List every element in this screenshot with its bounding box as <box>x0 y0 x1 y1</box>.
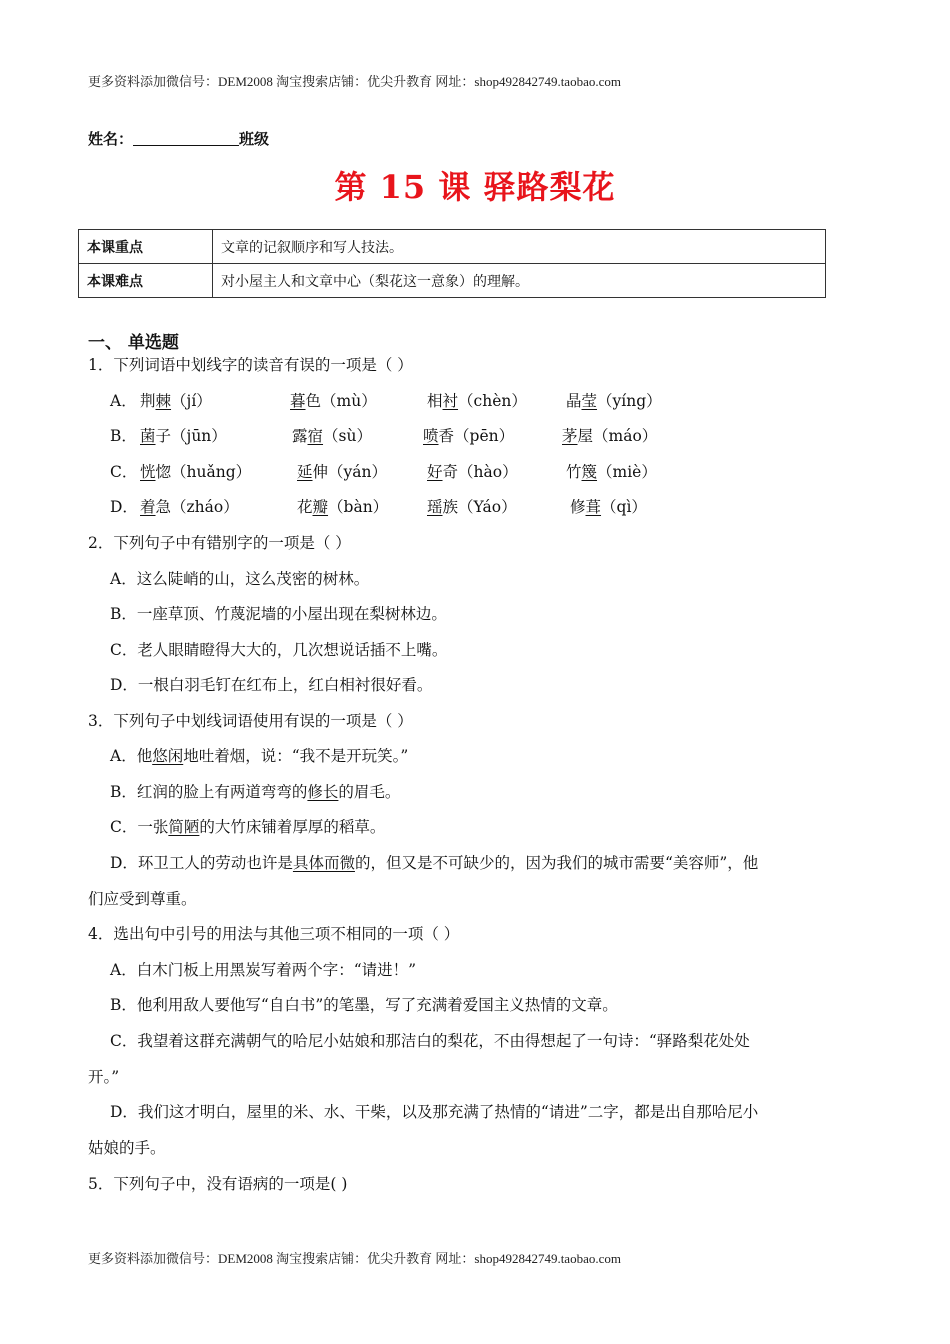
question-2-option-d: D．一根白羽毛钉在红布上，红白相衬很好看。 <box>110 676 433 694</box>
question-4-option-b: B．他利用敌人要他写“自白书”的笔墨，写了充满着爱国主义热情的文章。 <box>110 996 618 1014</box>
page-footer: 更多资料添加微信号：DEM2008 淘宝搜索店铺：优尖升教育 网址：shop492842749.taobao.com <box>88 1251 621 1266</box>
question-2-stem: 2．下列句子中有错别字的一项是（ ） <box>88 534 351 552</box>
option-item: 相衬（chèn） <box>427 392 527 410</box>
section-title: 一、 单选题 <box>88 333 179 353</box>
key-points-table <box>78 229 826 298</box>
option-item: 竹篾（miè） <box>566 463 657 481</box>
name-class-line <box>88 128 269 149</box>
page-header: 更多资料添加微信号：DEM2008 淘宝搜索店铺：优尖升教育 网址：shop492842749.taobao.com <box>88 74 621 89</box>
table-row <box>79 264 826 298</box>
question-3-option-b: B．红润的脸上有两道弯弯的修长的眉毛。 <box>110 783 401 801</box>
option-item: 延伸（yán） <box>297 463 387 481</box>
option-label: B． <box>110 427 137 445</box>
key-point-label: 本课重点 <box>79 230 213 264</box>
difficulty-value: 对小屋主人和文章中心（梨花这一意象）的理解。 <box>213 264 826 298</box>
option-item: 喷香（pēn） <box>423 427 515 445</box>
question-4-option-a: A．白木门板上用黑炭写着两个字：“请进！” <box>110 961 417 979</box>
option-item: 修葺（qì） <box>570 498 647 516</box>
question-4-option-c: C．我望着这群充满朝气的哈尼小姑娘和那洁白的梨花，不由得想起了一句诗：“驿路梨花处处 <box>110 1032 750 1050</box>
name-blank[interactable] <box>133 131 239 146</box>
question-1-stem: 1．下列词语中划线字的读音有误的一项是（ ） <box>88 356 413 374</box>
question-3-option-d: D．环卫工人的劳动也许是具体而微的，但又是不可缺少的，因为我们的城市需要“美容师”，他 <box>110 854 759 872</box>
question-4-option-d: D．我们这才明白，屋里的米、水、干柴，以及那充满了热情的“请进”二字，都是出自那哈尼小 <box>110 1103 759 1121</box>
difficulty-label: 本课难点 <box>79 264 213 298</box>
option-item: 荆棘（jí） <box>140 392 212 410</box>
option-item: 菌子（jūn） <box>140 427 227 445</box>
question-5-stem: 5．下列句子中，没有语病的一项是( ) <box>88 1175 348 1193</box>
question-2-option-b: B．一座草顶、竹蔑泥墙的小屋出现在梨树林边。 <box>110 605 447 623</box>
option-item: 茅屋（máo） <box>562 427 658 445</box>
question-3-option-d-continued: 们应受到尊重。 <box>88 890 197 908</box>
page-title: 第 15 课 驿路梨花 <box>334 168 616 206</box>
key-point-value: 文章的记叙顺序和写人技法。 <box>213 230 826 264</box>
option-item: 露宿（sù） <box>292 427 372 445</box>
option-item: 着急（zháo） <box>140 498 239 516</box>
option-item: 花瓣（bàn） <box>297 498 389 516</box>
name-label: 姓名： <box>88 130 134 148</box>
option-item: 好奇（hào） <box>427 463 518 481</box>
option-item: 恍惚（huǎng） <box>140 463 252 481</box>
option-label: D． <box>110 498 138 516</box>
question-2-option-a: A．这么陡峭的山，这么茂密的树林。 <box>110 570 370 588</box>
question-3-option-a: A．他悠闲地吐着烟，说：“我不是开玩笑。” <box>110 747 409 765</box>
option-label: A． <box>110 392 137 410</box>
option-item: 暮色（mù） <box>290 392 377 410</box>
option-item: 晶莹（yíng） <box>566 392 662 410</box>
option-item: 瑶族（Yáo） <box>427 498 517 516</box>
table-row <box>79 230 826 264</box>
class-label: 班级 <box>239 130 270 148</box>
question-4-stem: 4．选出句中引号的用法与其他三项不相同的一项（ ） <box>88 925 460 943</box>
option-label: C． <box>110 463 138 481</box>
question-3-stem: 3．下列句子中划线词语使用有误的一项是（ ） <box>88 712 413 730</box>
question-4-option-d-continued: 姑娘的手。 <box>88 1139 166 1157</box>
question-4-option-c-continued: 开。” <box>88 1068 120 1086</box>
question-2-option-c: C．老人眼睛瞪得大大的，几次想说话插不上嘴。 <box>110 641 448 659</box>
question-3-option-c: C．一张简陋的大竹床铺着厚厚的稻草。 <box>110 818 386 836</box>
